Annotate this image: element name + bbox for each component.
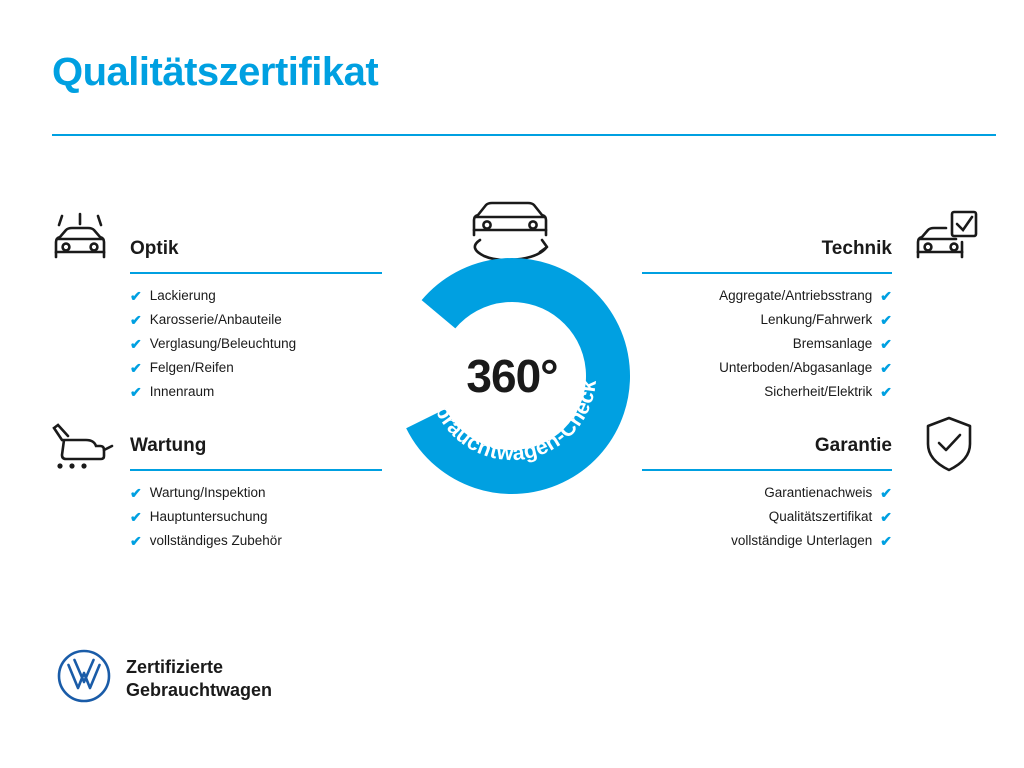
column-optik-header [130,238,382,274]
car-check-icon [912,208,984,275]
list-item-label: Bremsanlage [792,336,873,351]
list-item-label: Qualitätszertifikat [768,509,873,524]
list-item-label: Lenkung/Fahrwerk [760,312,873,327]
column-garantie-header [642,435,892,471]
list-item-label: Hauptuntersuchung [149,509,268,524]
list-item [130,284,382,308]
column-technik-divider [642,272,892,274]
list-item-label: vollständige Unterlagen [731,533,873,548]
list-item [642,380,892,404]
shield-check-icon [922,414,976,479]
column-garantie [642,435,892,553]
list-item-label: Wartung/Inspektion [149,485,266,500]
check-icon: ✔ [880,533,892,549]
svg-text:Gebrauchtwagen-Check: Gebrauchtwagen-Check [422,377,602,466]
list-item [642,308,892,332]
check-icon: ✔ [880,288,892,304]
list-item [130,308,382,332]
column-optik [130,238,382,404]
car-polish-icon [48,212,112,275]
check-icon: ✔ [130,360,142,376]
column-wartung-title: Wartung [130,435,207,456]
list-item-label: vollständiges Zubehör [149,533,282,548]
list-item [130,505,382,529]
column-technik [642,238,892,404]
list-item [130,481,382,505]
column-wartung-header [130,435,382,471]
list-item-label: Lackierung [149,288,216,303]
list-item-label: Garantienachweis [764,485,873,500]
column-technik-header [642,238,892,274]
list-item-label: Felgen/Reifen [149,360,234,375]
list-item [642,356,892,380]
footer-text [126,656,272,702]
list-item [642,505,892,529]
check-icon: ✔ [130,509,142,525]
list-item-label: Aggregate/Antriebsstrang [719,288,873,303]
list-item [642,529,892,553]
center-badge [372,196,652,516]
column-garantie-items [642,481,892,553]
footer-line-2: Gebrauchtwagen [126,679,273,700]
list-item-label: Karosserie/Anbauteile [149,312,282,327]
column-garantie-title: Garantie [814,435,892,456]
column-optik-divider [130,272,382,274]
degrees-label: 360° [466,350,558,402]
oil-can-icon [48,418,118,477]
list-item [130,380,382,404]
column-technik-items [642,284,892,404]
column-technik-title: Technik [821,238,892,259]
list-item-label: Sicherheit/Elektrik [764,384,873,399]
list-item [130,529,382,553]
check-icon: ✔ [130,288,142,304]
vw-logo [56,648,112,709]
check-icon: ✔ [130,384,142,400]
column-garantie-divider [642,469,892,471]
check-icon: ✔ [880,312,892,328]
column-optik-items [130,284,382,404]
check-icon: ✔ [130,336,142,352]
footer-line-1: Zertifizierte [126,656,224,677]
list-item-label: Innenraum [149,384,215,399]
check-icon: ✔ [880,485,892,501]
title-divider [52,134,996,136]
column-wartung [130,435,382,553]
list-item [642,284,892,308]
list-item [642,332,892,356]
check-icon: ✔ [880,360,892,376]
page-title: Qualitätszertifikat [52,50,379,94]
list-item-label: Verglasung/Beleuchtung [149,336,297,351]
check-icon: ✔ [130,485,142,501]
check-icon: ✔ [130,312,142,328]
footer-brand [56,648,272,709]
column-optik-title: Optik [130,238,179,259]
blue-ring [392,256,632,496]
column-wartung-items [130,481,382,553]
check-icon: ✔ [130,533,142,549]
check-icon: ✔ [880,509,892,525]
column-wartung-divider [130,469,382,471]
list-item-label: Unterboden/Abgasanlage [719,360,873,375]
list-item [130,332,382,356]
list-item [130,356,382,380]
check-icon: ✔ [880,336,892,352]
list-item [642,481,892,505]
check-icon: ✔ [880,384,892,400]
